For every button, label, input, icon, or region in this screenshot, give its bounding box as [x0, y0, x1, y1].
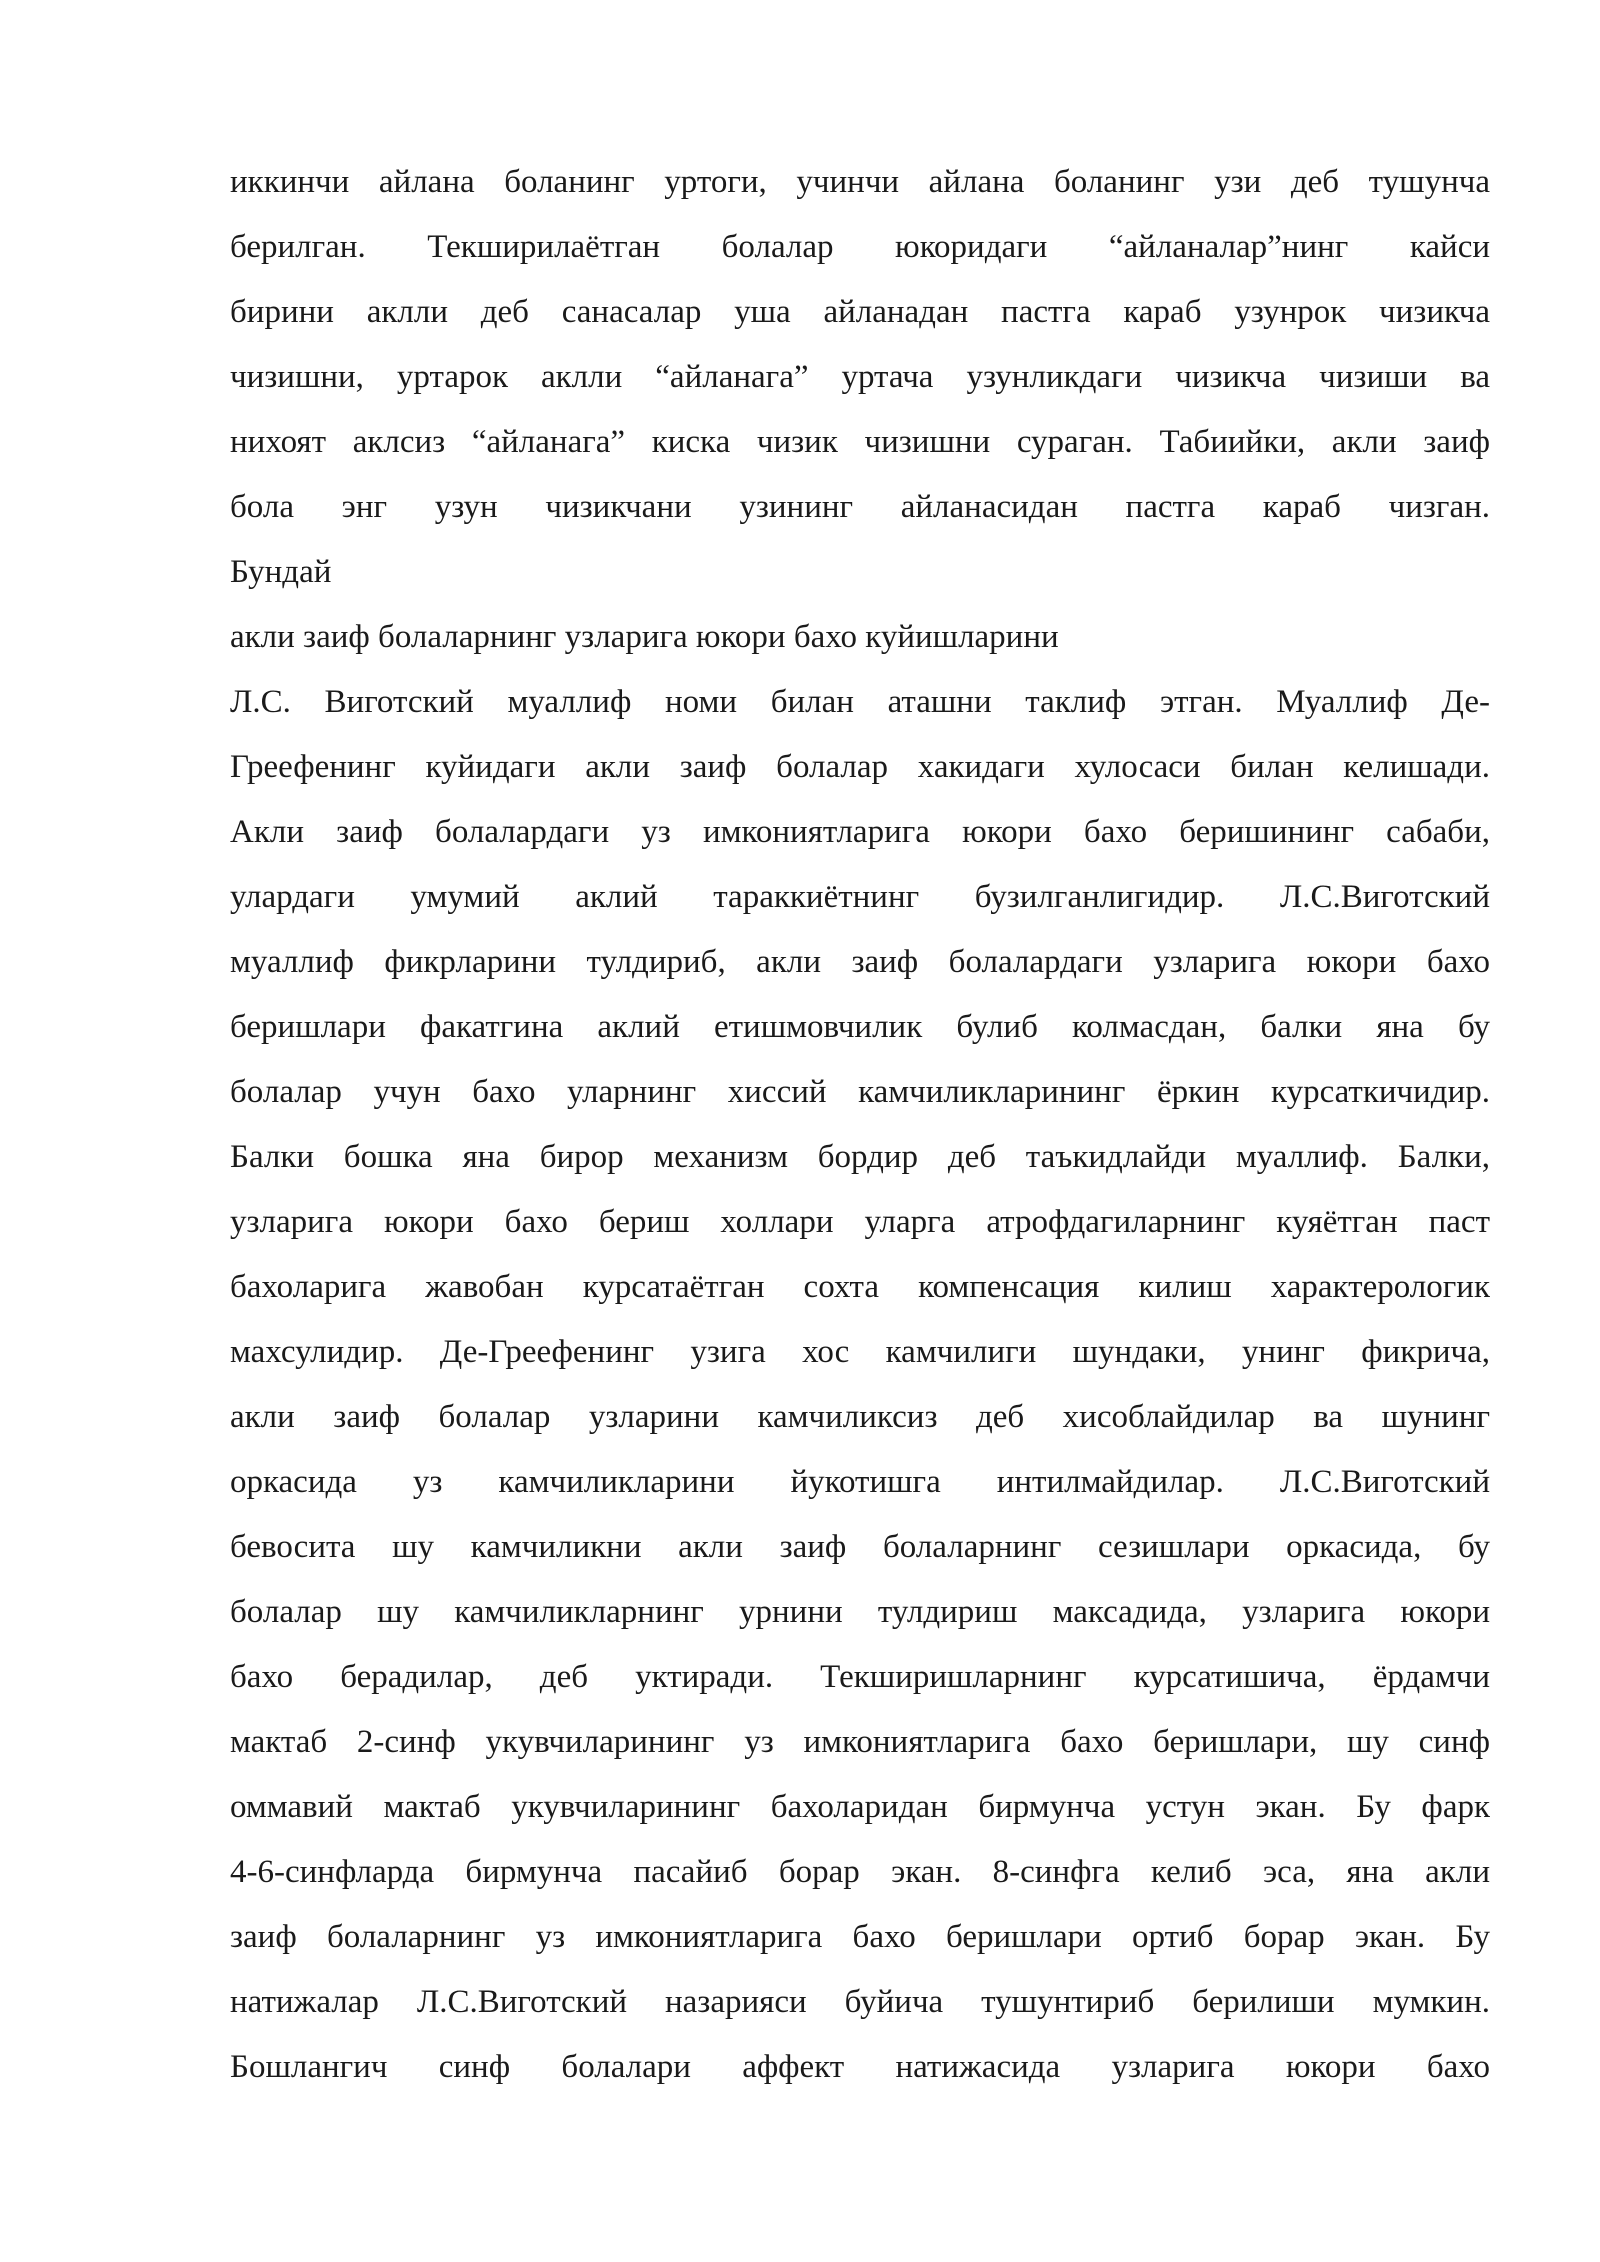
text-line-19: махсулидир. Де-Греефенинг узига хос камчилиги шундаки, унинг фикрича,: [230, 1334, 1490, 1370]
text-line-28: заиф болаларнинг уз имкониятларига бахо беришлари ортиб борар экан. Бу: [230, 1919, 1490, 1955]
text-line-14: беришлари факатгина аклий етишмовчилик булиб колмасдан, балки яна бу: [230, 1009, 1490, 1045]
text-line-12: улардаги умумий аклий тараккиётнинг бузилганлигидир. Л.С.Виготский: [230, 879, 1490, 915]
text-line-1: иккинчи айлана боланинг уртоги, учинчи айлана боланинг узи деб тушунча: [230, 164, 1490, 200]
text-line-6: бола энг узун чизикчани узининг айланасидан пастга караб чизган.: [230, 489, 1490, 525]
text-line-17: узларига юкори бахо бериш холлари уларга атрофдагиларнинг куяётган паст: [230, 1204, 1490, 1240]
body-text: [230, 150, 1490, 2100]
text-line-9: Л.С. Виготский муаллиф номи билан аташни таклиф этган. Муаллиф Де-: [230, 684, 1490, 720]
text-line-27: 4-6-синфларда бирмунча пасайиб борар экан. 8-синфга келиб эса, яна акли: [230, 1854, 1490, 1890]
text-line-24: бахо берадилар, деб уктиради. Текширишларнинг курсатишича, ёрдамчи: [230, 1659, 1490, 1695]
text-line-23: болалар шу камчиликларнинг урнини тулдириш максадида, узларига юкори: [230, 1594, 1490, 1630]
text-line-30: Бошлангич синф болалари аффект натижасида узларига юкори бахо: [230, 2049, 1490, 2085]
text-line-16: Балки бошка яна бирор механизм бордир деб таъкидлайди муаллиф. Балки,: [230, 1139, 1490, 1175]
text-line-2: берилган. Текширилаётган болалар юкоридаги “айланалар”нинг кайси: [230, 229, 1490, 265]
text-line-18: бахоларига жавобан курсатаётган сохта компенсация килиш характерологик: [230, 1269, 1490, 1305]
text-line-8: акли заиф болаларнинг узларига юкори бахо куйишларини: [230, 619, 1059, 655]
text-line-3: бирини аклли деб санасалар уша айланадан пастга караб узунрок чизикча: [230, 294, 1490, 330]
text-line-5: нихоят аклсиз “айланага” киска чизик чизишни сураган. Табиийки, акли заиф: [230, 424, 1490, 460]
text-line-4: чизишни, уртарок аклли “айланага” уртача узунликдаги чизикча чизиши ва: [230, 359, 1490, 395]
text-line-26: оммавий мактаб укувчиларининг бахоларидан бирмунча устун экан. Бу фарк: [230, 1789, 1490, 1825]
text-line-15: болалар учун бахо уларнинг хиссий камчиликларининг ёркин курсаткичидир.: [230, 1074, 1490, 1110]
text-line-10: Греефенинг куйидаги акли заиф болалар хакидаги хулосаси билан келишади.: [230, 749, 1490, 785]
text-line-11: Акли заиф болалардаги уз имкониятларига юкори бахо беришининг сабаби,: [230, 814, 1490, 850]
text-line-22: бевосита шу камчиликни акли заиф болаларнинг сезишлари оркасида, бу: [230, 1529, 1490, 1565]
text-line-25: мактаб 2-синф укувчиларининг уз имкониятларига бахо беришлари, шу синф: [230, 1724, 1490, 1760]
text-line-20: акли заиф болалар узларини камчиликсиз деб хисоблайдилар ва шунинг: [230, 1399, 1490, 1435]
text-line-29: натижалар Л.С.Виготский назарияси буйича тушунтириб берилиши мумкин.: [230, 1984, 1490, 2020]
text-line-7: Бундай: [230, 554, 332, 590]
text-line-13: муаллиф фикрларини тулдириб, акли заиф болалардаги узларига юкори бахо: [230, 944, 1490, 980]
text-line-21: оркасида уз камчиликларини йукотишга интилмайдилар. Л.С.Виготский: [230, 1464, 1490, 1500]
